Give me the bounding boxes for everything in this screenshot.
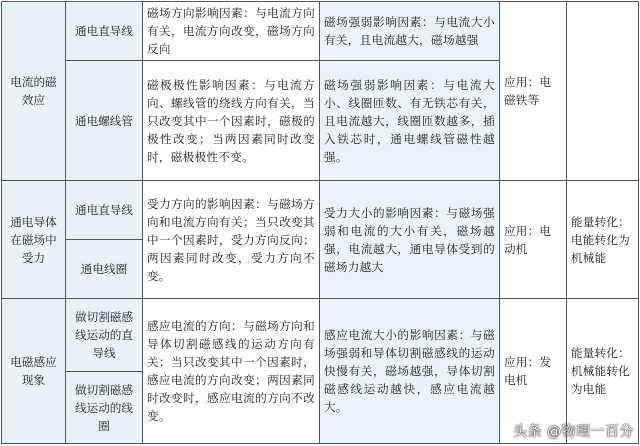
category-cell: 电磁感应现象 xyxy=(2,299,66,444)
energy-cell: 能量转化：机械能转化为电能 xyxy=(567,299,639,444)
table-row xyxy=(2,2,639,61)
energy-cell: 能量转化：电能转化为机械能 xyxy=(567,181,639,299)
category-cell: 通电导体在磁场中受力 xyxy=(2,181,66,299)
strength-cell: 感应电流大小的影响因素：与磁场强弱和导体切割磁感线的运动快慢有关，磁场越强，导体切割磁感线运动越快，感应电流越大。 xyxy=(320,299,500,444)
object-cell: 做切割磁感线运动的线圈 xyxy=(66,372,143,444)
object-cell: 通电螺线管 xyxy=(66,61,143,181)
application-cell: 应用：电动机 xyxy=(500,181,567,299)
strength-cell: 受力大小的影响因素：与磁场强弱和电流的大小有关，磁场越强，电流越大，通电导体受到的磁场力越大 xyxy=(320,181,500,299)
direction-cell: 磁极极性影响因素：与电流方向、螺线管的绕线方向有关，当只改变其中一个因素时，磁极的极性改变；当两因素同时改变时，磁极极性不变。 xyxy=(143,61,320,181)
object-cell: 通电直导线 xyxy=(66,2,143,61)
object-cell: 通电线圈 xyxy=(66,240,143,299)
category-cell: 电流的磁效应 xyxy=(2,2,66,181)
table-row xyxy=(2,181,639,240)
application-cell: 应用：发电机 xyxy=(500,299,567,444)
direction-cell: 磁场方向影响因素：与电流方向有关，电流方向改变，磁场方向反向 xyxy=(143,2,320,61)
watermark: 头条 @物理一百分 xyxy=(513,424,634,440)
strength-cell: 磁场强弱影响因素：与电流大小、线圈匝数、有无铁芯有关，且电流越大，线圈匝数越多，插入铁芯时，通电螺线管磁性越强。 xyxy=(320,61,500,181)
table-row xyxy=(2,299,639,372)
strength-cell: 磁场强弱影响因素：与电流大小有关，且电流越大，磁场越强 xyxy=(320,2,500,61)
direction-cell: 受力方向的影响因素：与磁场方向和电流方向有关；当只改变其中一个因素时，受力方向反向；两因素同时改变，受力方向不变。 xyxy=(143,181,320,299)
energy-cell xyxy=(567,2,639,181)
object-cell: 做切割磁感线运动的直导线 xyxy=(66,299,143,372)
object-cell: 通电直导线 xyxy=(66,181,143,240)
physics-summary-table xyxy=(1,1,639,444)
application-cell: 应用：电磁铁等 xyxy=(500,2,567,181)
direction-cell: 感应电流的方向：与磁场方向和导体切割磁感线的运动方向有关；当只改变其中一个因素时，感应电流的方向改变；两因素同时改变时，感应电流的方向不改变。 xyxy=(143,299,320,444)
